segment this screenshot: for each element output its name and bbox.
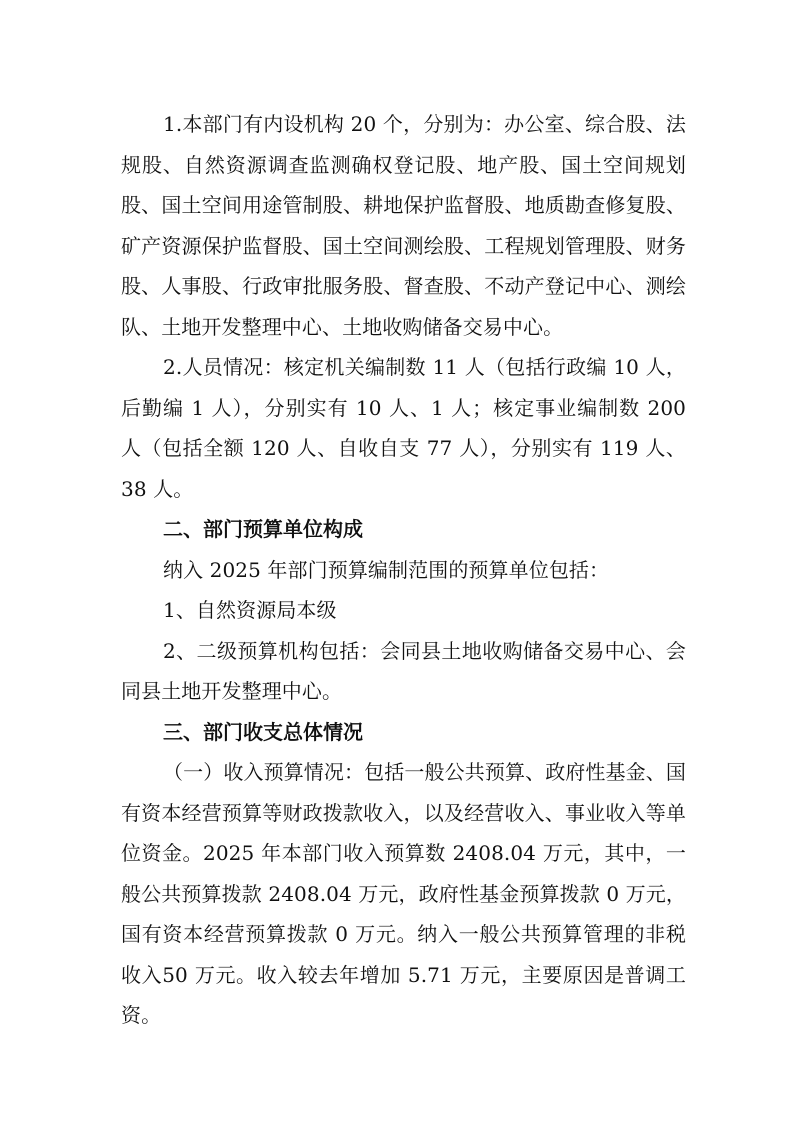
paragraph-unit-1: 1、自然资源局本级 [163,598,337,622]
section-heading-budget-units: 二、部门预算单位构成 [163,517,363,541]
paragraph-income-budget: （一）收入预算情况：包括一般公共预算、政府性基金、国有资本经营预算等财政拨款收入，以及经营收入、事业收入等单位资金。2025 年本部门收入预算数 2408.04 万元，其中，一般公共预算拨款 2408.04 万元，政府性基金预算拨款 0 万元，国有资本经营预算拨款 0 万元。纳入一般公共预算管理的非税收入50 万元。收入较去年增加 5.71 万元，主要原因是普调工资。 [121,760,686,1027]
paragraph-internal-departments: 1.本部门有内设机构 20 个，分别为：办公室、综合股、法规股、自然资源调查监测确权登记股、地产股、国土空间规划股、国土空间用途管制股、耕地保护监督股、地质勘查修复股、矿产资源保护监督股、国土空间测绘股、工程规划管理股、财务股、人事股、行政审批服务股、督查股、不动产登记中心、测绘队、土地开发整理中心、土地收购储备交易中心。 [121,112,686,339]
paragraph-staffing: 2.人员情况：核定机关编制数 11 人（包括行政编 10 人，后勤编 1 人），分别实有 10 人、1 人；核定事业编制数 200 人（包括全额 120 人、自收自支 77 人），分别实有 119 人、38 人。 [121,355,686,501]
paragraph-unit-2: 2、二级预算机构包括：会同县土地收购储备交易中心、会同县土地开发整理中心。 [121,638,686,703]
paragraph-budget-scope: 纳入 2025 年部门预算编制范围的预算单位包括： [163,557,610,582]
section-heading-income-expenditure: 三、部门收支总体情况 [163,719,363,744]
